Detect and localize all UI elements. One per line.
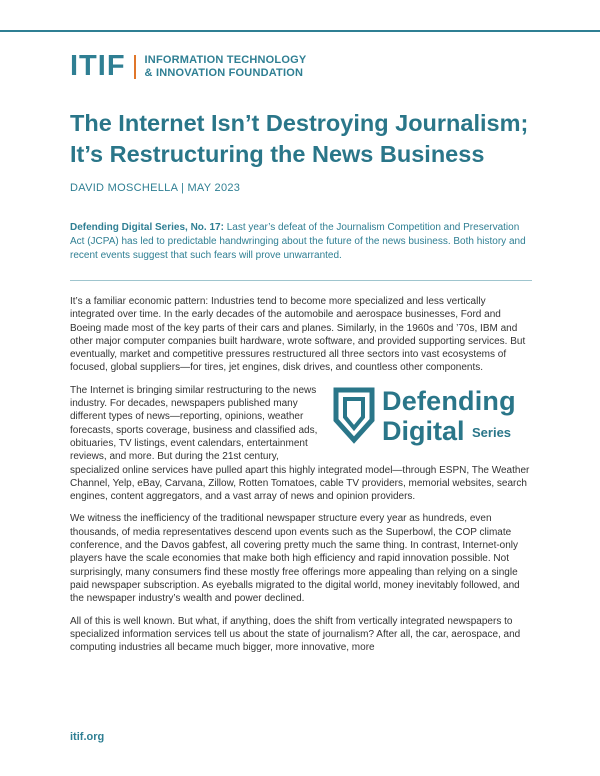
abstract-text: Last year’s defeat of the Journalism Competition and Preservation Act (JCPA) has led to predictable handwringing about the future of the news business. Both history and recent events suggest that such fears will prove unwarranted. [70,222,526,261]
paragraph-4: All of this is well known. But what, if anything, does the shift from vertically integrated newspapers to specialized information services tell us about the state of journalism? After all, the car, aerospace, and computing industries all became much bigger, more innovative, more [70,615,521,654]
badge-word-digital: Digital [382,415,465,446]
abstract-divider [70,280,532,281]
title-line-1: The Internet Isn’t Destroying Journalism; [70,110,529,136]
badge-word-series: Series [472,424,512,440]
byline: DAVID MOSCHELLA | MAY 2023 [70,182,241,194]
article-body [70,295,532,663]
itif-logo[interactable] [70,52,306,81]
paragraph-2: The Internet is bringing similar restructuring to the news industry. For decades, newspapers published many different types of news—reporting, opinions, weather forecasts, sports coverage, business and classified ads, obituaries, TV listings, event calendars, entertainment reviews, and more. But during the 21st century, specialized online services have pulled apart this highly integrated model—through ESPN, The Weather Channel, Yelp, eBay, Carvana, Zillow, Rotten Tomatoes, cable TV providers, memorial websites, search engines, content aggregators, and a vast array of news and opinion providers. [70,384,530,503]
paragraph-1: It’s a familiar economic pattern: Industries tend to become more specialized and less vertically integrated over time. In the early decades of the automobile and aerospace businesses, Ford and Boeing made most of the key parts of their cars and planes. Similarly, in the 1960s and ’70s, IBM and other major computer companies built hardware, wrote software, and provided supporting services. But eventually, market and competitive pressures restructured all three sectors into vast ecosystems of focused, global suppliers—for tires, jet engines, disk drives, and countless other components. [70,296,526,374]
top-rule [0,30,600,32]
logo-text [145,54,307,80]
footer-url[interactable]: itif.org [70,731,105,743]
title-line-2: It’s Restructuring the News Business [70,141,485,167]
defending-digital-badge [332,386,532,450]
logo-line-1: INFORMATION TECHNOLOGY [144,53,307,66]
abstract [70,221,532,263]
logo-mark: ITIF [70,50,126,82]
badge-word-defending: Defending [382,385,516,416]
page-title [70,108,540,170]
logo-separator [134,55,136,79]
paragraph-2-container [70,384,532,504]
paragraph-3: We witness the inefficiency of the traditional newspaper structure every year as hundreds, even thousands, of media representatives descend upon events such as the Superbowl, the COP climate conference, and the Davos gabfest, all covering pretty much the same thing. In contrast, Internet-only players have the scale economies that make both high efficiency and rapid innovation possible. Not surprisingly, many consumers find these mostly free offerings more appealing than relying on a single paid newspaper subscription. As eyeballs migrated to the digital world, money inevitably followed, and the newspaper industry’s wealth and power declined. [70,513,520,605]
shield-icon [332,386,376,444]
abstract-lead: Defending Digital Series, No. 17: [70,222,224,233]
logo-line-2: & INNOVATION FOUNDATION [144,66,304,79]
